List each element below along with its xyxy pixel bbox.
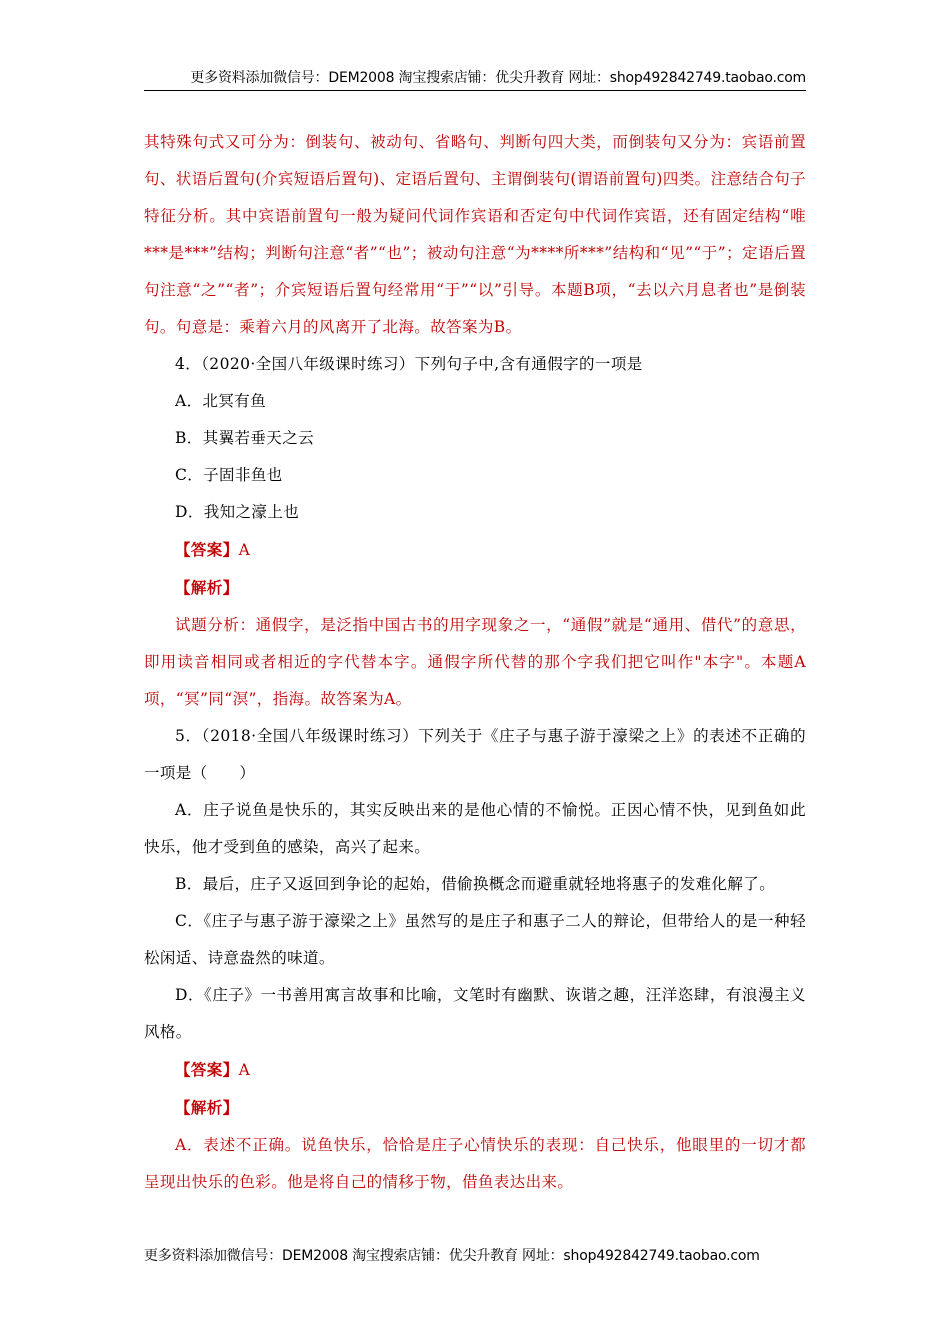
question-4 [144, 346, 806, 718]
header-text: 更多资料添加微信号：DEM2008 淘宝搜索店铺：优尖升教育 网址：shop492842749.taobao.com [190, 70, 806, 86]
question-5-option-c: C．《庄子与惠子游于濠梁之上》虽然写的是庄子和惠子二人的辩论，但带给人的是一种轻松闲适、诗意盎然的味道。 [144, 912, 806, 967]
analysis-label: 【解析】 [175, 1098, 239, 1117]
answer-value: A [238, 1061, 251, 1079]
question-5-option-d: D．《庄子》一书善用寓言故事和比喻，文笔时有幽默、诙谐之趣，汪洋恣肆，有浪漫主义风格。 [144, 986, 806, 1041]
question-5-answer [144, 1051, 806, 1089]
question-5-analysis-heading [144, 1089, 806, 1127]
question-4-option-a: A．北冥有鱼 [175, 392, 267, 410]
question-5-stem: 5．（2018·全国八年级课时练习）下列关于《庄子与惠子游于濠梁之上》的表述不正确的一项是（ ） [144, 727, 806, 782]
document-body [144, 124, 806, 1201]
question-5-option-a: A．庄子说鱼是快乐的，其实反映出来的是他心情的不愉悦。正因心情不快，见到鱼如此快乐，他才受到鱼的感染，高兴了起来。 [144, 801, 806, 856]
answer-label: 【答案】 [175, 540, 239, 559]
footer-text: 更多资料添加微信号：DEM2008 淘宝搜索店铺：优尖升教育 网址：shop492842749.taobao.com [144, 1248, 760, 1264]
question-4-stem: 4．（2020·全国八年级课时练习）下列句子中,含有通假字的一项是 [175, 355, 643, 373]
question-4-option-d: D．我知之濠上也 [175, 503, 300, 521]
question-4-answer [144, 531, 806, 569]
question-4-option-c: C．子固非鱼也 [175, 466, 283, 484]
question-5 [144, 718, 806, 1201]
question-5-analysis: A．表述不正确。说鱼快乐，恰恰是庄子心情快乐的表现：自己快乐，他眼里的一切才都呈现出快乐的色彩。他是将自己的情移于物，借鱼表达出来。 [144, 1136, 806, 1191]
question-4-analysis-heading [144, 569, 806, 607]
question-4-analysis: 试题分析：通假字，是泛指中国古书的用字现象之一，“通假”就是“通用、借代”的意思，即用读音相同或者相近的字代替本字。通假字所代替的那个字我们把它叫作"本字"。本题A项，“冥”同“溟”，指海。故答案为A。 [144, 616, 806, 708]
page-footer [144, 1246, 806, 1266]
intro-analysis: 其特殊句式又可分为：倒装句、被动句、省略句、判断句四大类，而倒装句又分为：宾语前置句、状语后置句(介宾短语后置句)、定语后置句、主谓倒装句(谓语前置句)四类。注意结合句子特征分析。其中宾语前置句一般为疑问代词作宾语和否定句中代词作宾语，还有固定结构“唯***是***”结构；判断句注意“者”“也”；被动句注意“为****所***”结构和“见”“于”；定语后置句注意“之”“者”；介宾短语后置句经常用“于”“以”引导。本题B项，“去以六月息者也”是倒装句。句意是：乘着六月的风离开了北海。故答案为B。 [144, 133, 806, 336]
analysis-label: 【解析】 [175, 578, 239, 597]
answer-label: 【答案】 [175, 1060, 239, 1079]
question-5-option-b: B．最后，庄子又返回到争论的起始，借偷换概念而避重就轻地将惠子的发难化解了。 [175, 875, 776, 893]
question-4-option-b: B．其翼若垂天之云 [175, 429, 314, 447]
answer-value: A [238, 541, 251, 559]
page-header [144, 68, 806, 91]
